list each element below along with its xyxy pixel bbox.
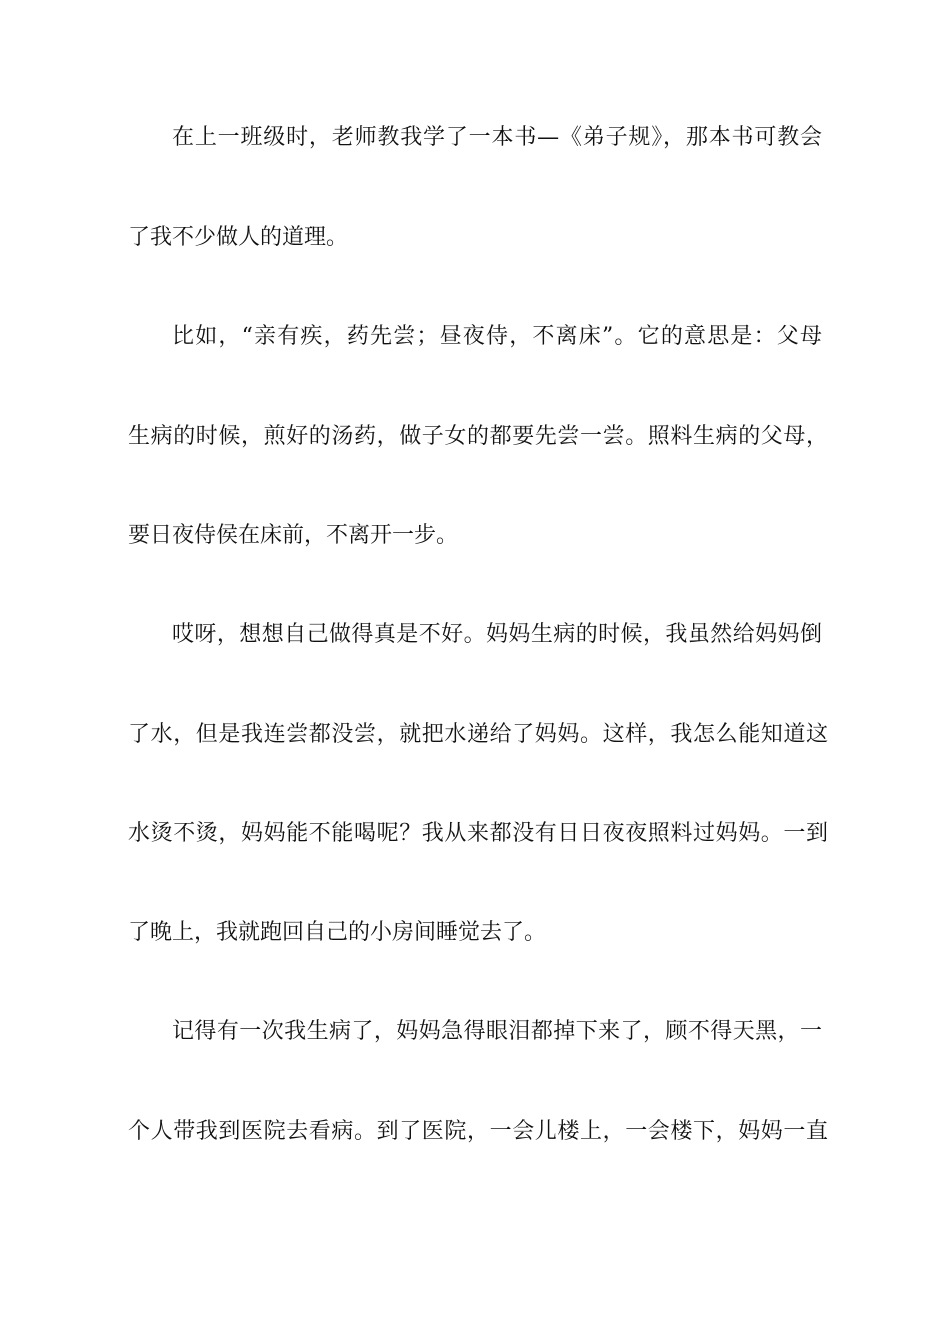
paragraph-2-line-2: 生病的时候，煎好的汤药，做子女的都要先尝一尝。照料生病的父母， xyxy=(128,424,828,449)
paragraph-3-line-3: 水烫不烫，妈妈能不能喝呢？我从来都没有日日夜夜照料过妈妈。一到 xyxy=(128,821,828,846)
paragraph-1-line-1: 在上一班级时，老师教我学了一本书—《弟子规》，那本书可教会 xyxy=(172,125,822,150)
paragraph-1-line-2: 了我不少做人的道理。 xyxy=(128,225,349,250)
paragraph-3-line-1: 哎呀，想想自己做得真是不好。妈妈生病的时候，我虽然给妈妈倒 xyxy=(172,622,822,647)
paragraph-3-line-4: 了晚上，我就跑回自己的小房间睡觉去了。 xyxy=(128,920,547,945)
paragraph-4-line-2: 个人带我到医院去看病。到了医院，一会儿楼上，一会楼下，妈妈一直 xyxy=(128,1119,828,1144)
paragraph-3-line-2: 了水，但是我连尝都没尝，就把水递给了妈妈。这样，我怎么能知道这 xyxy=(128,722,828,747)
paragraph-2-line-1: 比如，“亲有疾，药先尝；昼夜侍，不离床”。它的意思是：父母 xyxy=(172,324,822,349)
paragraph-4-line-1: 记得有一次我生病了，妈妈急得眼泪都掉下来了，顾不得天黑，一 xyxy=(172,1019,822,1044)
paragraph-2-line-3: 要日夜侍侯在床前，不离开一步。 xyxy=(128,523,459,548)
